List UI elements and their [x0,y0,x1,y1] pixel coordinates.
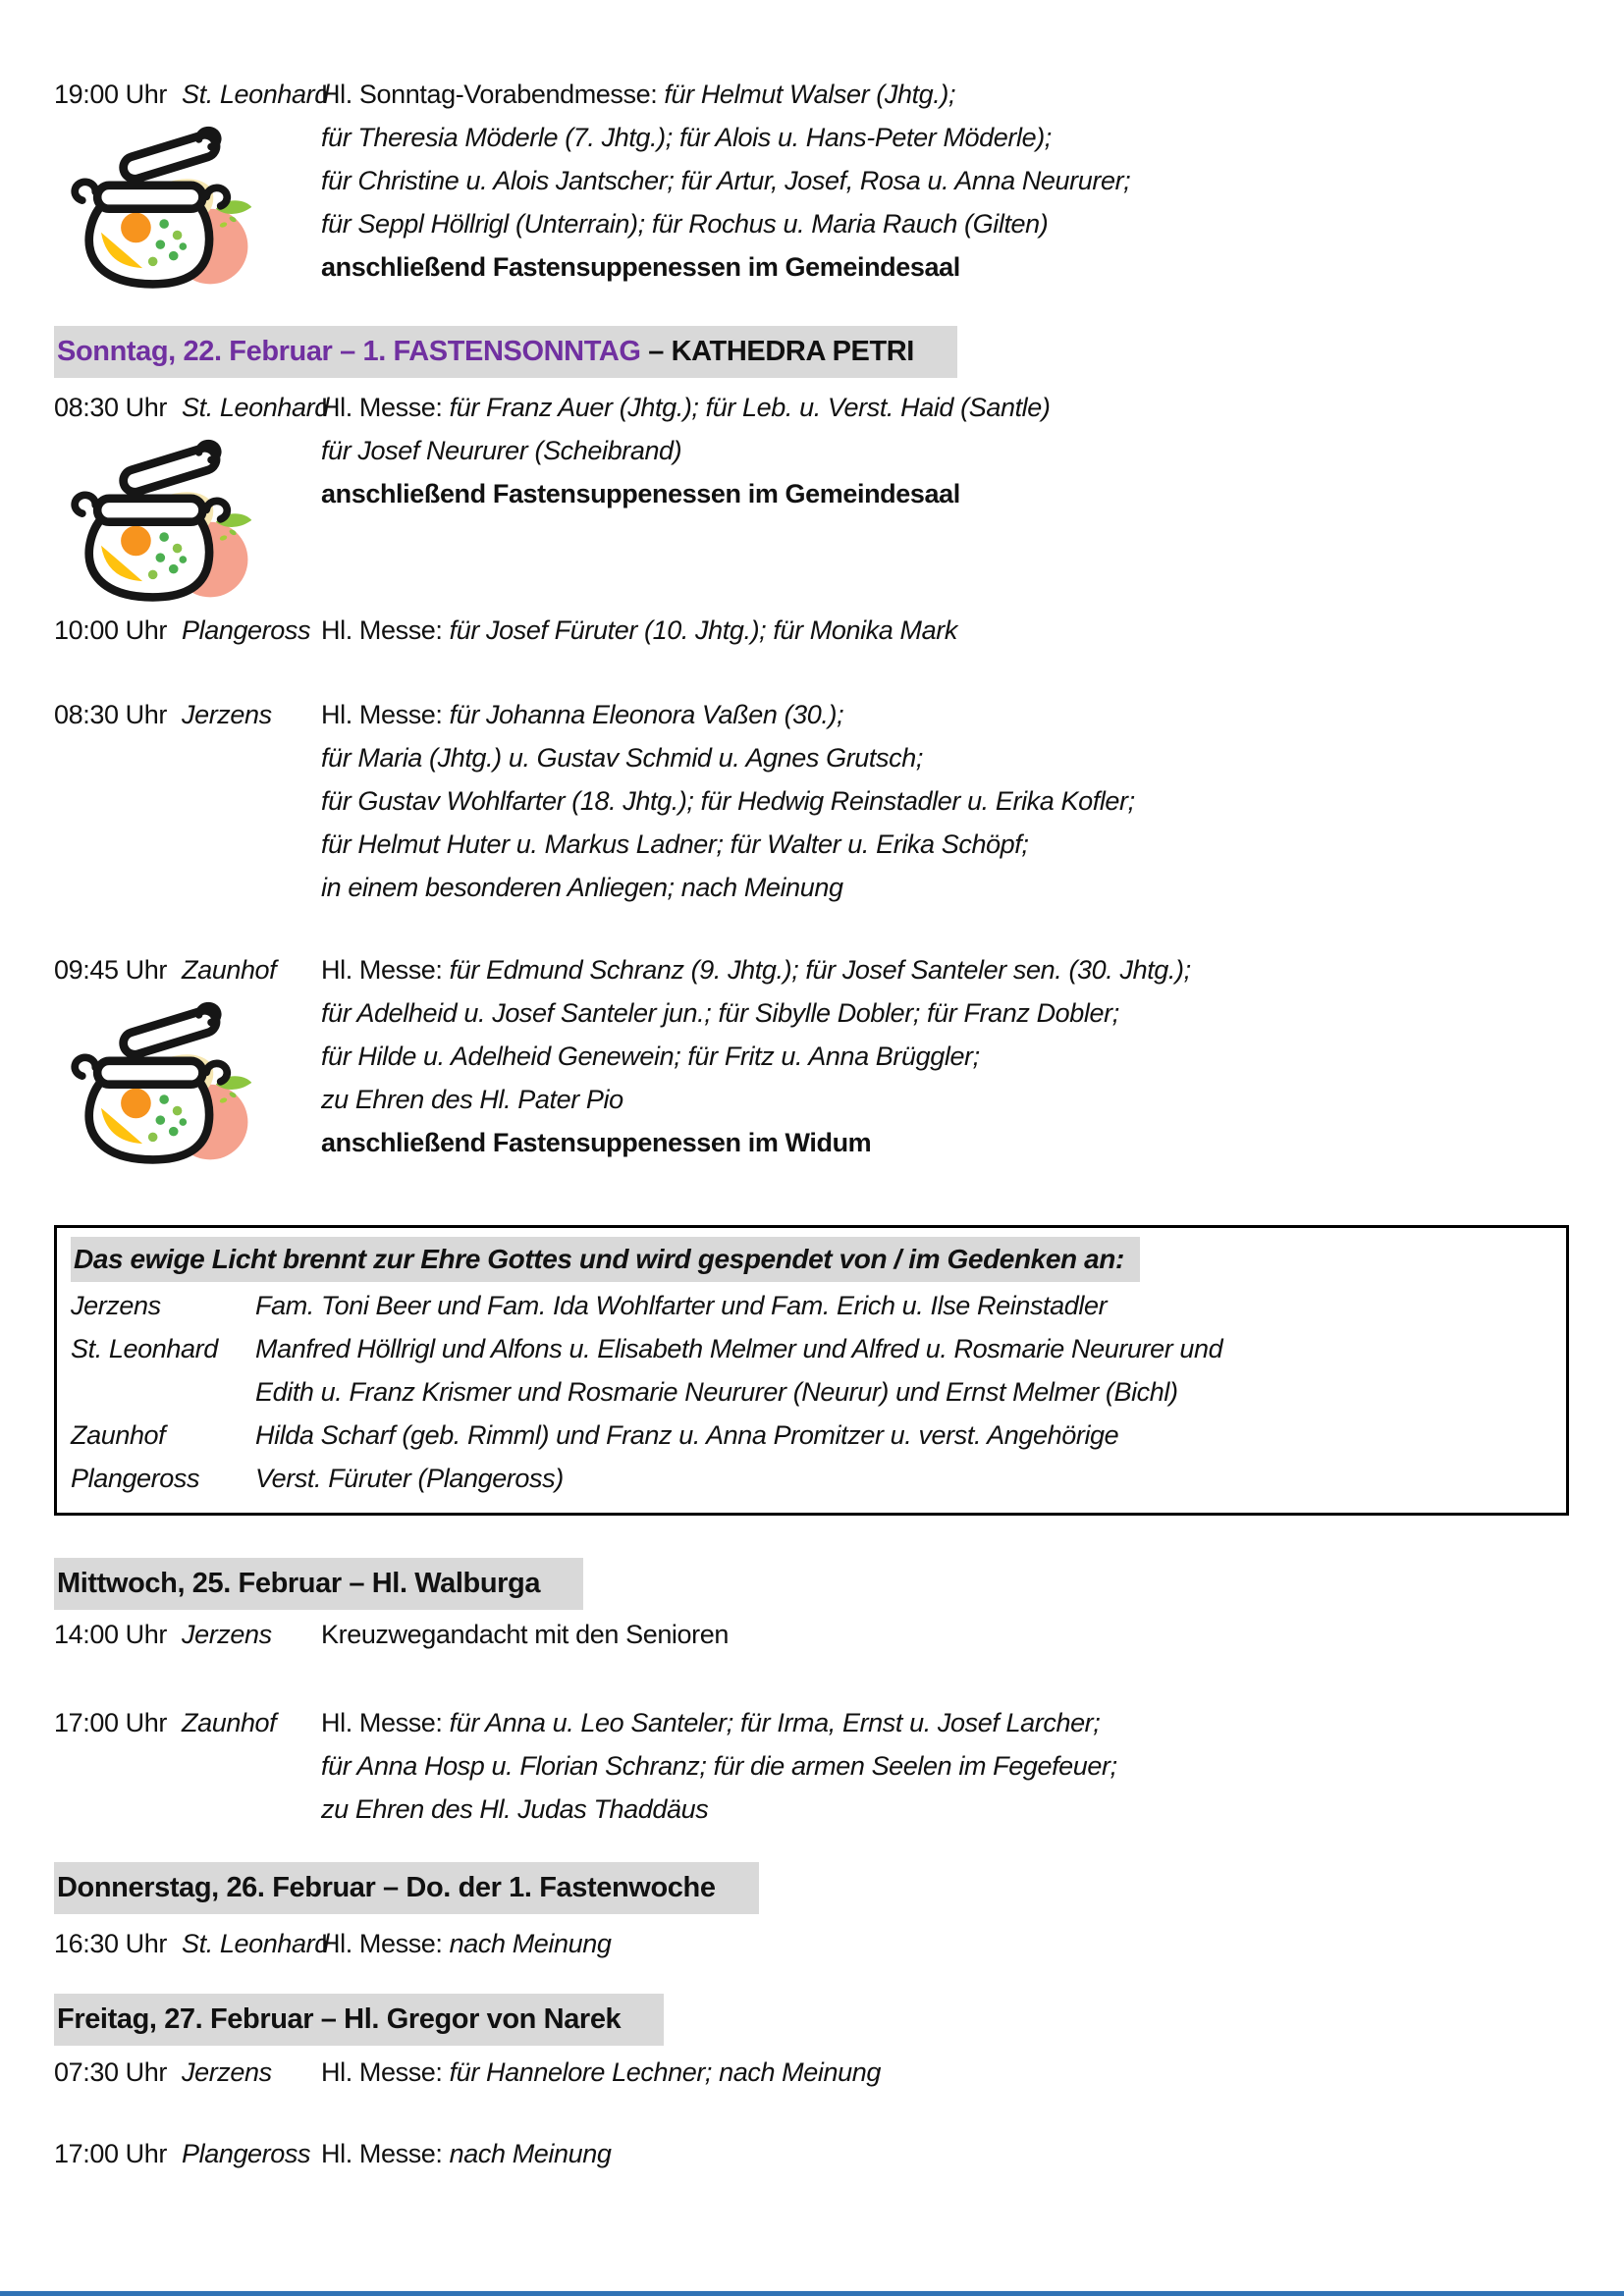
schedule-entry [54,609,1569,652]
intention-text: Hl. Messe: [321,2057,450,2087]
entry-church: St. Leonhard [182,1929,329,1958]
donor-church: Plangeross [71,1464,200,1493]
pot-handle-left-shape [75,1057,95,1076]
eternal-light-row [71,1457,1550,1500]
intention-line [321,736,1569,779]
intention-text: Kreuzwegandacht mit den Senioren [321,1620,729,1649]
entry-church: Jerzens [182,1620,272,1649]
intention-line [321,1035,1569,1078]
eternal-light-row [71,1414,1550,1457]
entry-intentions [321,948,1569,1164]
intention-text: für Franz Auer (Jhtg.); für Leb. u. Verst. Haid (Santle) [449,393,1051,422]
schedule-entry [54,693,1569,909]
day-header-text: Freitag, 27. Februar – Hl. Gregor von Narek [57,2003,622,2035]
entry-intentions [321,386,1569,515]
intention-line [321,202,1569,245]
intention-line [321,159,1569,202]
day-header-row [54,1862,1569,1914]
pot-rim-shape [97,499,202,522]
entry-time: 09:45 Uhr [54,955,167,985]
entry-time: 08:30 Uhr [54,700,167,729]
intention-text: Hl. Messe: [321,615,450,645]
day-header [54,1862,759,1914]
donor-church: St. Leonhard [71,1334,218,1363]
schedule-entry [54,1613,1569,1656]
intention-line [321,779,1569,823]
intention-text: für Maria (Jhtg.) u. Gustav Schmid u. Agnes Grutsch; [321,743,923,773]
donor-line: Edith u. Franz Krismer und Rosmarie Neururer (Neurur) und Ernst Melmer (Bichl) [255,1377,1178,1407]
entry-intentions [321,609,1569,652]
intention-text: für Theresia Möderle (7. Jhtg.); für Alois u. Hans-Peter Möderle); [321,123,1052,152]
intention-line [321,1922,1569,1965]
entry-time: 08:30 Uhr [54,393,167,422]
day-header-text: Mittwoch, 25. Februar – Hl. Walburga [57,1568,541,1599]
intention-text: zu Ehren des Hl. Pater Pio [321,1085,623,1114]
intention-line [321,1078,1569,1121]
schedule-entry [54,1922,1569,1965]
intention-line [321,948,1569,991]
intention-line [321,116,1569,159]
schedule-entry [54,386,1569,515]
day-header-row [54,326,1569,378]
donor-line: Hilda Scharf (geb. Rimml) und Franz u. Anna Promitzer u. verst. Angehörige [255,1420,1119,1450]
intention-text: nach Meinung [449,2139,612,2168]
entry-time: 19:00 Uhr [54,80,167,109]
intention-text: nach Meinung [449,1929,612,1958]
intention-line [321,991,1569,1035]
entry-intentions [321,693,1569,909]
entry-time: 17:00 Uhr [54,2139,167,2168]
day-header-text: – KATHEDRA PETRI [640,336,914,367]
donor-church: Zaunhof [71,1420,166,1450]
schedule-entry [54,73,1569,289]
donor-line: Verst. Füruter (Plangeross) [255,1464,564,1493]
pot-rim-shape [97,1061,202,1085]
intention-line [321,609,1569,652]
intention-text: Hl. Messe: [321,1929,450,1958]
schedule-entry [54,2132,1569,2175]
intention-text: Hl. Messe: [321,700,450,729]
schedule-document [54,73,1569,2175]
footer-rule [0,2291,1624,2296]
intention-text: Hl. Messe: [321,2139,450,2168]
donor-lines [255,1327,1550,1414]
intention-text: für Anna u. Leo Santeler; für Irma, Ernst u. Josef Larcher; [449,1708,1101,1737]
pot-handle-left-shape [75,182,95,200]
intention-text: in einem besonderen Anliegen; nach Meinung [321,873,843,902]
intention-line [321,245,1569,289]
intention-text: für Johanna Eleonora Vaßen (30.); [449,700,844,729]
eternal-light-row [71,1284,1550,1327]
intention-text: für Christine u. Alois Jantscher; für Artur, Josef, Rosa u. Anna Neururer; [321,166,1131,195]
pot-lid-shape [121,133,219,183]
schedule-entry [54,1701,1569,1831]
entry-time: 10:00 Uhr [54,615,167,645]
intention-text: für Seppl Höllrigl (Unterrain); für Rochus u. Maria Rauch (Gilten) [321,209,1049,239]
day-header-row [54,1994,1569,2046]
intention-text: für Helmut Huter u. Markus Ladner; für Walter u. Erika Schöpf; [321,829,1029,859]
fastensuppe-pot-icon [56,427,257,606]
carrot-slice-shape [121,526,151,557]
intention-line [321,866,1569,909]
day-header-row [54,1558,1569,1610]
intention-line [321,693,1569,736]
donor-church: Jerzens [71,1291,161,1320]
intention-line [321,386,1569,429]
day-header [54,1994,664,2046]
carrot-slice-shape [121,1089,151,1119]
intention-text: für Edmund Schranz (9. Jhtg.); für Josef Santeler sen. (30. Jhtg.); [449,955,1191,985]
fastensuppe-pot-icon [56,989,257,1168]
entry-church: St. Leonhard [182,80,329,109]
entry-church: Jerzens [182,700,272,729]
entry-church: Plangeross [182,2139,311,2168]
donor-line: Fam. Toni Beer und Fam. Ida Wohlfarter und Fam. Erich u. Ilse Reinstadler [255,1291,1108,1320]
entry-church: St. Leonhard [182,393,329,422]
intention-line [321,2051,1569,2094]
day-header [54,1558,583,1610]
day-header-text: Donnerstag, 26. Februar – Do. der 1. Fastenwoche [57,1872,716,1903]
entry-church: Zaunhof [182,1708,277,1737]
note-text: anschließend Fastensuppenessen im Gemeindesaal [321,252,960,282]
pot-lid-shape [121,446,219,496]
eternal-light-row [71,1327,1550,1414]
entry-time: 16:30 Uhr [54,1929,167,1958]
intention-line [321,823,1569,866]
entry-time: 17:00 Uhr [54,1708,167,1737]
intention-text: für Gustav Wohlfarter (18. Jhtg.); für Hedwig Reinstadler u. Erika Kofler; [321,786,1135,816]
intention-line [321,1613,1569,1656]
carrot-slice-shape [121,213,151,243]
schedule-entry [54,2051,1569,2094]
donor-lines [255,1284,1550,1327]
intention-text: Hl. Messe: [321,393,450,422]
intention-line [321,1744,1569,1788]
entry-intentions [321,1613,1569,1656]
note-text: anschließend Fastensuppenessen im Gemeindesaal [321,479,960,508]
entry-intentions [321,2051,1569,2094]
donor-lines [255,1457,1550,1500]
entry-intentions [321,1922,1569,1965]
intention-text: zu Ehren des Hl. Judas Thaddäus [321,1794,709,1824]
day-header-feast-purple: Sonntag, 22. Februar – 1. FASTENSONNTAG [57,336,641,367]
fastensuppe-pot-icon [56,114,257,293]
entry-intentions [321,1701,1569,1831]
pot-lid-shape [121,1008,219,1058]
intention-line [321,1788,1569,1831]
pot-handle-left-shape [75,495,95,513]
entry-time: 14:00 Uhr [54,1620,167,1649]
eternal-light-rows [71,1284,1550,1500]
intention-line [321,472,1569,515]
note-text: anschließend Fastensuppenessen im Widum [321,1128,872,1157]
entry-church: Zaunhof [182,955,277,985]
intention-line [321,1701,1569,1744]
intention-text: Hl. Messe: [321,1708,450,1737]
intention-line [321,2132,1569,2175]
pot-rim-shape [97,186,202,209]
entry-church: Jerzens [182,2057,272,2087]
intention-text: für Helmut Walser (Jhtg.); [664,80,956,109]
eternal-light-heading: Das ewige Licht brennt zur Ehre Gottes und wird gespendet von / im Gedenken an: [71,1237,1140,1282]
entry-intentions [321,73,1569,289]
entry-time: 07:30 Uhr [54,2057,167,2087]
schedule-entry [54,948,1569,1164]
donor-line: Manfred Höllrigl und Alfons u. Elisabeth Melmer und Alfred u. Rosmarie Neururer und [255,1334,1223,1363]
entry-intentions [321,2132,1569,2175]
eternal-light-box [54,1225,1569,1516]
intention-text: Hl. Sonntag-Vorabendmesse: [321,80,665,109]
intention-line [321,429,1569,472]
intention-line [321,73,1569,116]
intention-text: für Anna Hosp u. Florian Schranz; für die armen Seelen im Fegefeuer; [321,1751,1117,1781]
day-header [54,326,957,378]
intention-text: für Hilde u. Adelheid Genewein; für Fritz u. Anna Brüggler; [321,1041,980,1071]
intention-text: für Adelheid u. Josef Santeler jun.; für Sibylle Dobler; für Franz Dobler; [321,998,1119,1028]
entry-church: Plangeross [182,615,311,645]
intention-text: Hl. Messe: [321,955,450,985]
intention-line [321,1121,1569,1164]
intention-text: für Hannelore Lechner; nach Meinung [449,2057,881,2087]
donor-lines [255,1414,1550,1457]
intention-text: für Josef Füruter (10. Jhtg.); für Monika Mark [449,615,957,645]
intention-text: für Josef Neururer (Scheibrand) [321,436,682,465]
